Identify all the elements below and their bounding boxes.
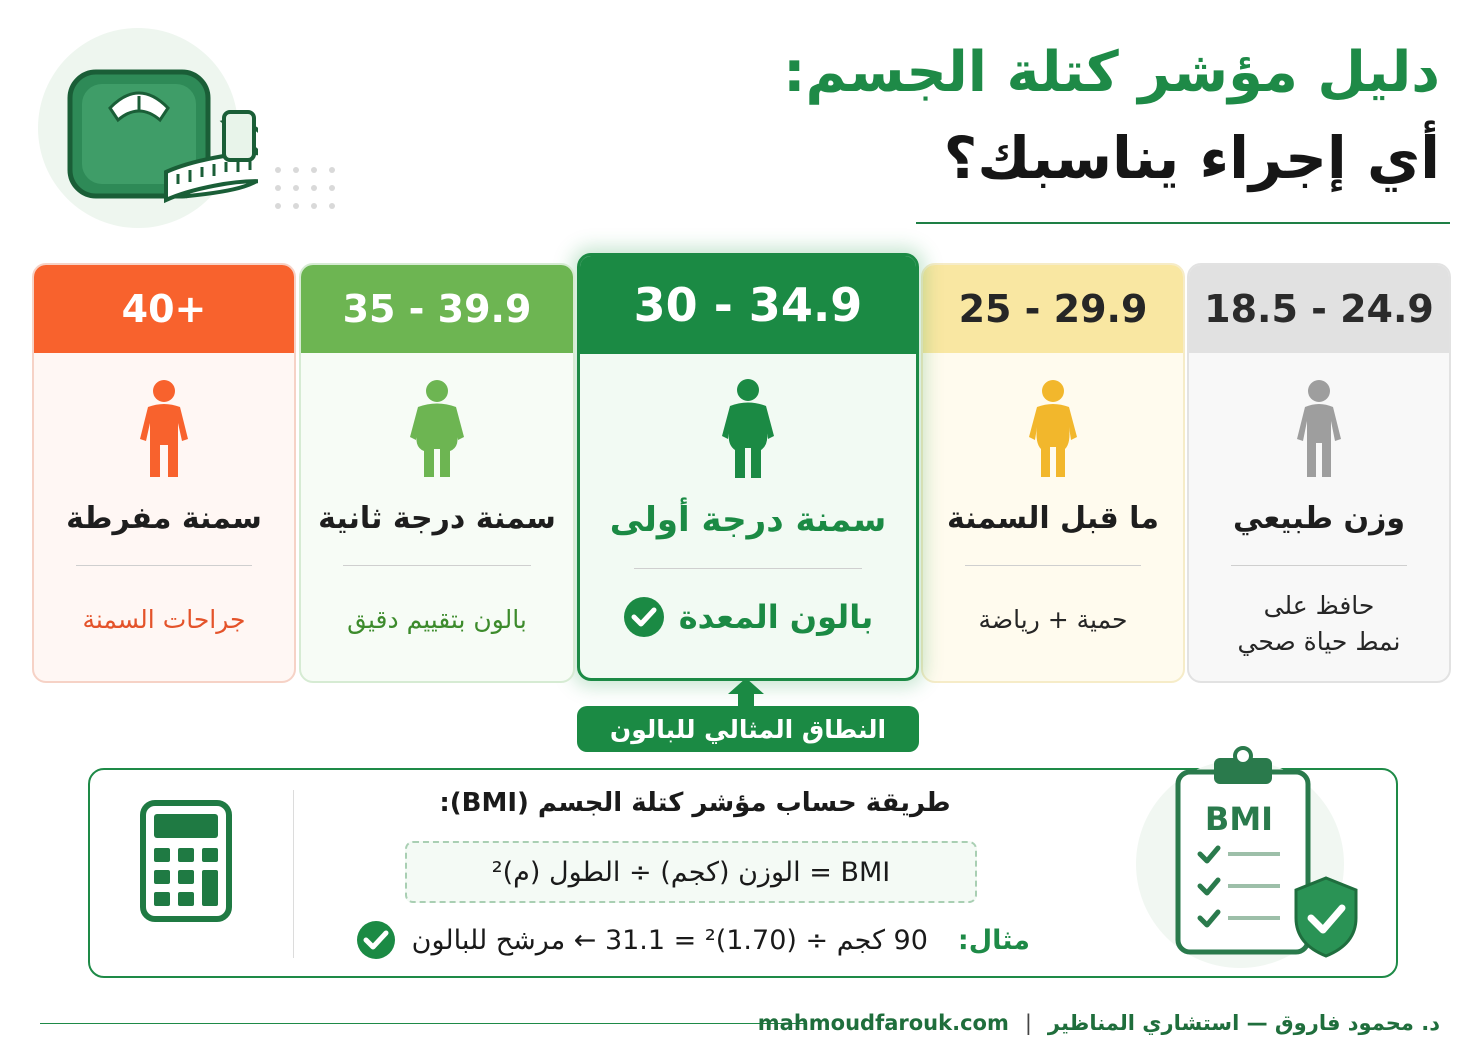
divider <box>634 568 862 569</box>
footer-separator: | <box>1024 1011 1032 1035</box>
category-label: سمنة درجة ثانية <box>318 501 556 536</box>
person-icon <box>718 378 778 480</box>
example-label: مثال: <box>957 924 1030 956</box>
procedure-label-line2: نمط حياة صحي <box>1237 627 1401 656</box>
person-icon <box>136 379 192 479</box>
page-title: دليل مؤشر كتلة الجسم: <box>783 40 1440 105</box>
footer-rule <box>40 1023 805 1024</box>
divider <box>76 565 252 566</box>
bmi-card-normal <box>1187 263 1451 683</box>
divider <box>965 565 1141 566</box>
ideal-range-badge: النطاق المثالي للبالون <box>577 706 919 752</box>
category-label: سمنة مفرطة <box>66 501 262 536</box>
category-label: ما قبل السمنة <box>946 501 1160 536</box>
arrow-up-icon <box>726 678 766 708</box>
person-icon <box>408 379 466 479</box>
bmi-clipboard-icon <box>1130 740 1380 970</box>
procedure-label: بالون المعدة <box>678 598 874 636</box>
check-circle-icon <box>623 596 665 638</box>
clipboard-label: BMI <box>1204 800 1274 838</box>
page-subtitle: أي إجراء يناسبك؟ <box>943 124 1440 192</box>
person-icon <box>1025 379 1081 479</box>
divider <box>343 565 531 566</box>
procedure-label-line1: حافظ على <box>1263 591 1375 620</box>
procedure-label: حمية + رياضة <box>978 605 1128 634</box>
bmi-card-severe-obesity <box>32 263 296 683</box>
title-underline <box>916 222 1450 224</box>
footer <box>757 1006 1440 1040</box>
procedure-label: بالون بتقييم دقيق <box>347 605 527 634</box>
formula-title: طريقة حساب مؤشر كتلة الجسم (BMI): <box>439 788 951 818</box>
footer-author: د. محمود فاروق — استشاري المناظير <box>1047 1011 1440 1035</box>
formula-expression: BMI = الوزن (كجم) ÷ الطول (م)² <box>405 841 977 903</box>
calculator-icon <box>140 800 232 922</box>
bmi-range: 40+ <box>34 265 294 353</box>
category-label: وزن طبيعي <box>1232 501 1405 536</box>
scale-tape-icon <box>38 22 258 236</box>
procedure-label: جراحات السمنة <box>82 605 246 634</box>
bmi-card-pre-obesity <box>921 263 1185 683</box>
bmi-range: 30 - 34.9 <box>580 256 916 354</box>
formula-example <box>350 918 1030 962</box>
bmi-card-obesity-class-2 <box>299 263 575 683</box>
bmi-range: 35 - 39.9 <box>301 265 573 353</box>
bmi-range: 25 - 29.9 <box>923 265 1183 353</box>
decorative-dots <box>272 164 344 214</box>
check-circle-icon <box>356 920 396 960</box>
footer-website-link[interactable]: mahmoudfarouk.com <box>757 1011 1009 1035</box>
bmi-range: 18.5 - 24.9 <box>1189 265 1449 353</box>
divider <box>1231 565 1407 566</box>
category-label: سمنة درجة أولى <box>609 500 887 540</box>
example-text: 90 كجم ÷ (1.70)² = 31.1 ← مرشح للبالون <box>411 924 928 956</box>
panel-divider <box>293 790 294 958</box>
person-icon <box>1291 379 1347 479</box>
bmi-card-obesity-class-1 <box>577 253 919 681</box>
